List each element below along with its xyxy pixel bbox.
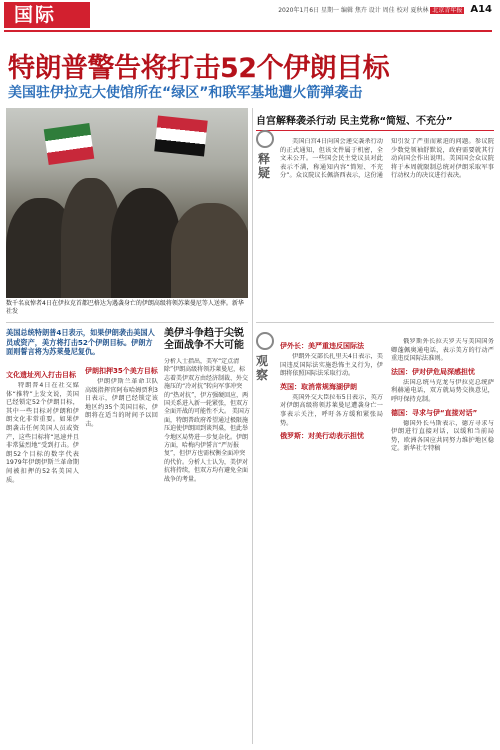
article-body: 伊朗伊斯兰革命卫队高级指挥官阿布哈姆贾利3日表示，伊朗已经锁定该地区约35个美国目标，伊朗将在适当的时间予以回击。 bbox=[85, 378, 158, 428]
reaction-body: 伊朗外交部长扎里夫4日表示，美国违反国际法实施恐怖主义行为，伊朗将依照国际法采取行动。 bbox=[280, 353, 383, 378]
lead-paragraph: 美国总统特朗普4日表示，如果伊朗袭击美国人员或资产，美方将打击52个伊朗目标。伊朗方面则誓言将为苏莱曼尼复仇。 bbox=[6, 328, 155, 356]
reaction-body: 德国外长马斯表示，德方寻求与伊朗进行直接对话，以缓和当前局势，欧洲各国应共同努力维护地区稳定。新华社专特稿 bbox=[391, 419, 494, 453]
reaction-title: 伊外长：美严重违反国际法 bbox=[280, 342, 364, 350]
reaction-body: 俄罗斯外长拉夫罗夫与美国国务卿蓬佩奥通电话，表示美方的行动严重违反国际法准则。 bbox=[391, 338, 494, 363]
page-header bbox=[0, 0, 500, 26]
dateline-text: 2020年1月6日 星期一 编辑 焦卉 设计 周佳 校对 夏秋林 bbox=[278, 7, 429, 14]
reaction-title: 英国：取消常规海湖伊朗 bbox=[280, 382, 357, 391]
photo-caption: 数千名哀悼者4日在伊拉克首都巴格达为遇袭身亡的伊朗高级将领苏莱曼尼等人送葬。新华社发 bbox=[6, 300, 244, 315]
explainer-body: 美国白宫4日向国会递交袭杀行动的正式通知，但该文件属于机密，全文未公开。一些国会民主党议员对此表示不满，称通知内容“简短、不充分”。众议院议长佩洛西表示，这份通知引发了严重而紧迫的问题。参议院少数党领袖舒默说，政府需要就其行动向国会作出说明。美国国会众议院将于本周就限制总统对伊朗采取军事行动权力的决议进行表决。 bbox=[280, 138, 494, 180]
explainer-title: 自宫解释袭杀行动 民主党称“简短、不充分” bbox=[256, 108, 494, 131]
commentary bbox=[164, 328, 250, 738]
header-rule bbox=[4, 30, 492, 32]
page-number: A14 bbox=[470, 4, 492, 15]
explainer-label: 释疑 bbox=[258, 152, 271, 180]
news-photo bbox=[6, 108, 248, 298]
paper-badge: 北京青年报 bbox=[432, 7, 463, 14]
article-body: 特朗普4日在社交媒体“推特”上发文说，美国已经锁定52个伊朗目标，其中一些目标对伊朗和伊朗文化非常重要。如果伊朗袭击任何美国人员或资产，这些目标将“迅速并且非常猛烈地”受到打击。伊朗52个目标的数字代表1979年伊朗伊斯兰革命期间被扣押的52名美国人质。 bbox=[6, 382, 79, 484]
column-divider bbox=[252, 108, 253, 744]
reaction-title: 法国：伊对伊危局深感担忧 bbox=[391, 367, 475, 376]
section-divider bbox=[256, 322, 494, 323]
photo-crowd bbox=[171, 203, 248, 298]
commentary-body: 分析人士指出，美军“定点清除”伊朗高级将领苏莱曼尼，标志着美伊双方由经济制裁、外交施压的“冷对抗”转向军事冲突的“热对抗”，伊方强硬回应，两国关系进入新一轮紧张，但双方全面开战的可能性不大。 美国方面，特朗普政府希望通过极限施压迫使伊朗回到谈判桌，但此举令地区局势进一步复杂化。伊朗方面，哈梅内伊誓言“严厉报复”，但伊方也需权衡全面冲突的代价。分析人士认为，美伊对抗将持续，但双方均有避免全面战争的考量。 bbox=[164, 358, 250, 483]
article-title: 文化遗址列入打击目标 bbox=[6, 371, 76, 379]
observe-icon bbox=[256, 332, 274, 350]
subheadline: 美国驻伊拉克大使馆所在“绿区”和联军基地遭火箭弹袭击 bbox=[8, 85, 363, 101]
reaction-body: 法国总统马克龙与伊拉克总统萨利赫通电话，双方就局势交换意见，呼吁保持克制。 bbox=[391, 378, 494, 403]
dateline bbox=[278, 4, 492, 15]
photo-flag-red bbox=[154, 115, 207, 156]
explainer-box bbox=[256, 108, 494, 131]
commentary-title: 美伊斗争趋于尖锐 全面战争不大可能 bbox=[164, 328, 244, 351]
reactions-body bbox=[280, 338, 494, 743]
left-articles bbox=[6, 366, 158, 746]
section-tag: 国际 bbox=[4, 2, 90, 28]
reaction-title: 俄罗斯：对美行动表示担忧 bbox=[280, 432, 364, 441]
photo-flag-green bbox=[44, 123, 95, 165]
observe-label: 观察 bbox=[256, 354, 269, 382]
headline: 特朗普警告将打击52个伊朗目标 bbox=[8, 53, 390, 84]
explainer-icon bbox=[256, 130, 274, 148]
article-title: 伊朗扣押35个美方目标 bbox=[85, 367, 158, 375]
reaction-title: 德国：寻求与伊“直接对话” bbox=[391, 408, 478, 417]
section-divider bbox=[6, 322, 248, 323]
reaction-body: 英国外交大臣拉布5日表示，英方对伊朗高级将领苏莱曼尼遭袭身亡一事表示关注，呼吁各方缓和紧张局势。 bbox=[280, 393, 383, 427]
